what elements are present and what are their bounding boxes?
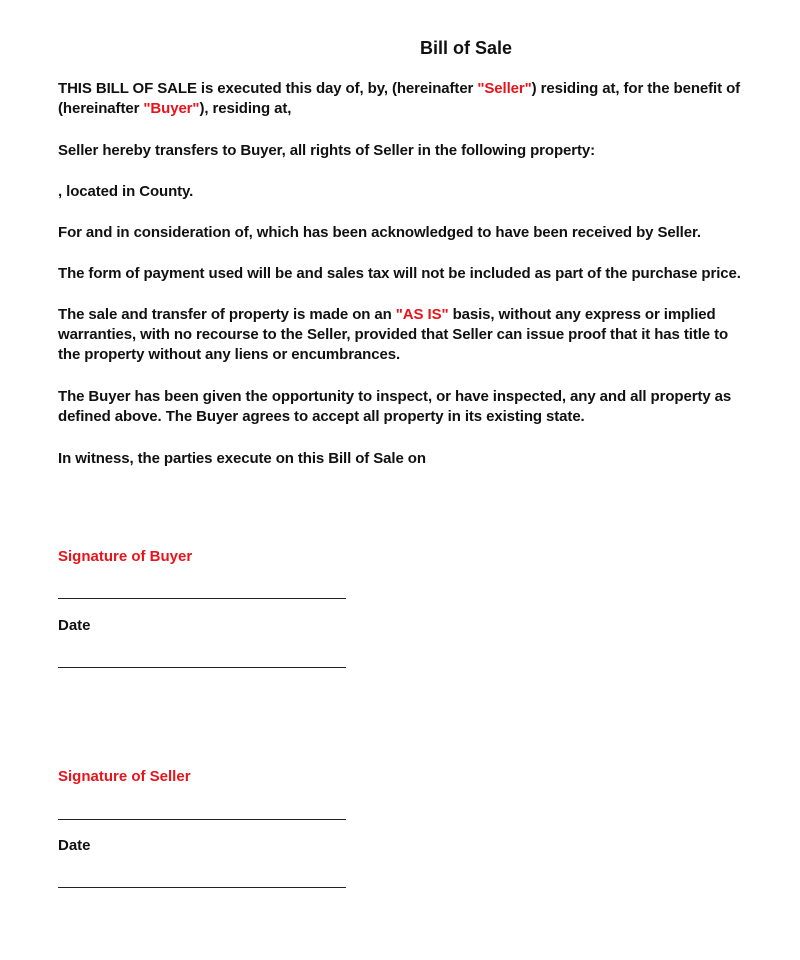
seller-date-line [58,887,346,888]
seller-signature-line [58,819,346,820]
paragraph-transfer: Seller hereby transfers to Buyer, all rights of Seller in the following property: [58,142,596,159]
as-is-term: "AS IS" [395,306,449,323]
paragraph-payment: The form of payment used will be and sales tax will not be included as part of the purchase price. [58,265,741,282]
paragraph-inspection: The Buyer has been given the opportunity to inspect, or have inspected, any and all property as defined above. The Buyer agrees to accept all property in its existing state. [58,388,732,425]
paragraph-consideration: For and in consideration of, which has been acknowledged to have been received by Seller. [58,224,701,241]
buyer-signature-line [58,598,346,599]
buyer-date-label: Date [58,617,91,634]
seller-term: "Seller" [477,80,532,97]
document-title: Bill of Sale [419,38,513,58]
paragraph-parties-text-3: ), residing at, [199,100,292,117]
seller-date-label: Date [58,837,91,854]
buyer-term: "Buyer" [143,100,200,117]
paragraph-parties-text-2: ) residing at, for the benefit of (hereinafter [58,80,741,117]
paragraph-as-is-text-2: basis, without any express or implied warranties, with no recourse to the Seller, provided that Seller can issue proof that it has title to the property without any liens or encumbrances. [58,306,729,363]
buyer-signature-label: Signature of Buyer [58,548,193,565]
paragraph-as-is [58,305,748,365]
paragraph-witness: In witness, the parties execute on this Bill of Sale on [58,450,426,467]
buyer-date-line [58,667,346,668]
paragraph-parties-text-1: THIS BILL OF SALE is executed this day of, by, (hereinafter [58,80,478,97]
seller-signature-label: Signature of Seller [58,768,191,785]
paragraph-parties [58,79,748,119]
paragraph-location: , located in County. [58,183,194,200]
paragraph-as-is-text-1: The sale and transfer of property is made on an [58,306,396,323]
